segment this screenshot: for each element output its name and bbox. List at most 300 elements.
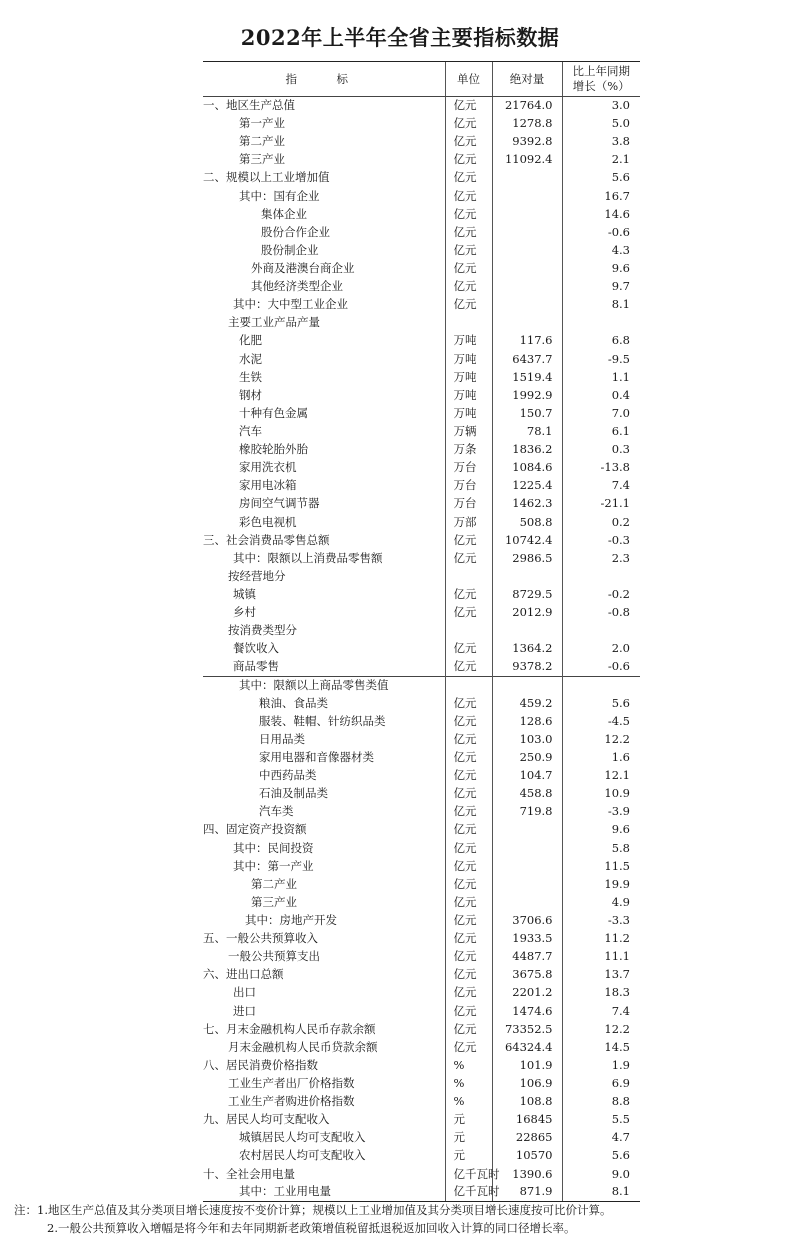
row-value	[492, 821, 562, 839]
row-indicator: 家用电冰箱	[239, 478, 297, 493]
row-yoy: 2.3	[562, 549, 640, 567]
row-unit: 亿元	[445, 241, 492, 259]
table-row	[203, 1183, 640, 1201]
row-unit: 万吨	[445, 368, 492, 386]
row-yoy: 0.4	[562, 386, 640, 404]
row-value: 1364.2	[492, 640, 562, 658]
row-indicator: 出口	[233, 985, 256, 1000]
row-indicator: 石油及制品类	[259, 786, 328, 801]
row-value: 106.9	[492, 1074, 562, 1092]
row-unit: 亿元	[445, 803, 492, 821]
row-value: 10570	[492, 1147, 562, 1165]
row-indicator: 其他经济类型企业	[251, 279, 343, 294]
row-yoy: -3.9	[562, 803, 640, 821]
table-row	[203, 893, 640, 911]
table-row	[203, 1074, 640, 1092]
row-unit: 亿元	[445, 1038, 492, 1056]
table-row	[203, 1093, 640, 1111]
row-indicator: 四、固定资产投资额	[203, 822, 307, 837]
row-unit	[445, 622, 492, 640]
row-yoy: 4.3	[562, 241, 640, 259]
table-row	[203, 857, 640, 875]
row-yoy	[562, 676, 640, 694]
row-indicator: 五、一般公共预算收入	[203, 931, 318, 946]
row-value	[492, 278, 562, 296]
row-yoy: 0.3	[562, 441, 640, 459]
row-indicator: 日用品类	[259, 731, 305, 746]
row-unit: 亿元	[445, 875, 492, 893]
row-yoy: -21.1	[562, 495, 640, 513]
table-row	[203, 966, 640, 984]
row-value	[492, 169, 562, 187]
row-value: 871.9	[492, 1183, 562, 1201]
row-indicator: 其中：第一产业	[233, 858, 314, 873]
table-row	[203, 694, 640, 712]
table-header-row	[203, 62, 640, 97]
row-unit: 亿元	[445, 857, 492, 875]
row-indicator: 汽车	[239, 424, 262, 439]
row-unit: 亿元	[445, 730, 492, 748]
row-value: 1836.2	[492, 441, 562, 459]
table-row	[203, 1002, 640, 1020]
table-row	[203, 422, 640, 440]
table-row	[203, 368, 640, 386]
row-yoy: 6.8	[562, 332, 640, 350]
row-unit: 万部	[445, 513, 492, 531]
row-yoy: 9.6	[562, 821, 640, 839]
row-value: 150.7	[492, 404, 562, 422]
row-yoy: 16.7	[562, 187, 640, 205]
row-indicator: 十、全社会用电量	[203, 1166, 295, 1181]
table-row	[203, 984, 640, 1002]
row-indicator: 集体企业	[261, 206, 307, 221]
row-yoy: 9.0	[562, 1165, 640, 1183]
row-unit: 亿元	[445, 223, 492, 241]
row-yoy: 12.2	[562, 730, 640, 748]
row-value: 2986.5	[492, 549, 562, 567]
row-yoy: 9.6	[562, 259, 640, 277]
row-indicator: 一、地区生产总值	[203, 98, 295, 113]
footnote-1: 注：1.地区生产总值及其分类项目增长速度按不变价计算；规模以上工业增加值及其分类项目增长速度按可比价计算。	[14, 1203, 612, 1217]
row-value: 73352.5	[492, 1020, 562, 1038]
table-row	[203, 875, 640, 893]
row-yoy: -0.3	[562, 531, 640, 549]
row-yoy: 11.2	[562, 930, 640, 948]
row-indicator: 城镇	[233, 587, 256, 601]
row-unit: 亿元	[445, 821, 492, 839]
row-indicator: 钢材	[239, 387, 262, 402]
row-yoy: 1.6	[562, 748, 640, 766]
table-row	[203, 785, 640, 803]
table-row	[203, 477, 640, 495]
row-value: 459.2	[492, 694, 562, 712]
row-unit: 万吨	[445, 404, 492, 422]
row-yoy: 11.1	[562, 948, 640, 966]
row-indicator: 六、进出口总额	[203, 967, 284, 982]
row-value	[492, 567, 562, 585]
row-unit: %	[445, 1074, 492, 1092]
row-unit: 元	[445, 1147, 492, 1165]
table-row	[203, 97, 640, 115]
table-body	[203, 97, 640, 1202]
row-unit: 亿元	[445, 278, 492, 296]
row-value	[492, 259, 562, 277]
row-yoy: 0.2	[562, 513, 640, 531]
row-unit: 元	[445, 1129, 492, 1147]
header-indicator: 指 标	[203, 62, 445, 97]
row-value	[492, 296, 562, 314]
row-value	[492, 676, 562, 694]
table-row	[203, 730, 640, 748]
row-unit: 亿元	[445, 694, 492, 712]
row-yoy: 5.6	[562, 694, 640, 712]
row-value: 1474.6	[492, 1002, 562, 1020]
row-value: 3706.6	[492, 911, 562, 929]
row-value	[492, 223, 562, 241]
row-value	[492, 241, 562, 259]
row-value: 8729.5	[492, 585, 562, 603]
row-indicator: 水泥	[239, 351, 262, 366]
row-unit: %	[445, 1093, 492, 1111]
row-yoy: 4.9	[562, 893, 640, 911]
row-yoy: 19.9	[562, 875, 640, 893]
row-value	[492, 622, 562, 640]
row-yoy: 7.4	[562, 477, 640, 495]
table-row	[203, 767, 640, 785]
row-value: 458.8	[492, 785, 562, 803]
row-indicator: 汽车类	[259, 804, 294, 819]
row-value: 1084.6	[492, 459, 562, 477]
table-row	[203, 350, 640, 368]
row-indicator: 橡胶轮胎外胎	[239, 442, 308, 457]
row-indicator: 乡村	[233, 605, 256, 620]
row-unit: 亿元	[445, 658, 492, 676]
row-indicator: 外商及港澳台商企业	[251, 261, 355, 276]
row-value: 64324.4	[492, 1038, 562, 1056]
row-unit: 亿元	[445, 151, 492, 169]
row-yoy: 9.7	[562, 278, 640, 296]
table-row	[203, 513, 640, 531]
row-value	[492, 205, 562, 223]
row-unit: 亿元	[445, 531, 492, 549]
row-yoy	[562, 567, 640, 585]
row-indicator: 九、居民人均可支配收入	[203, 1112, 330, 1127]
row-indicator: 十种有色金属	[239, 405, 308, 420]
row-unit: 亿元	[445, 839, 492, 857]
row-indicator: 一般公共预算支出	[228, 949, 320, 964]
row-yoy: 2.0	[562, 640, 640, 658]
row-indicator: 三、社会消费品零售总额	[203, 532, 330, 547]
table-row	[203, 169, 640, 187]
row-indicator: 餐饮收入	[233, 641, 279, 656]
row-unit: 亿元	[445, 930, 492, 948]
table-row	[203, 948, 640, 966]
row-unit: 亿元	[445, 712, 492, 730]
row-unit: 亿元	[445, 640, 492, 658]
row-indicator: 七、月末金融机构人民币存款余额	[203, 1021, 376, 1036]
table-row	[203, 133, 640, 151]
row-indicator: 房间空气调节器	[239, 496, 320, 511]
row-yoy: -0.8	[562, 604, 640, 622]
row-unit: 亿元	[445, 205, 492, 223]
indicator-table	[203, 61, 640, 1202]
row-yoy: -0.6	[562, 223, 640, 241]
row-value: 78.1	[492, 422, 562, 440]
row-yoy: 7.0	[562, 404, 640, 422]
row-value: 1390.6	[492, 1165, 562, 1183]
table-row	[203, 115, 640, 133]
row-unit: 亿千瓦时	[445, 1183, 492, 1201]
table-row	[203, 640, 640, 658]
row-indicator: 粮油、食品类	[259, 695, 328, 710]
row-indicator: 按消费类型分	[228, 623, 297, 638]
table-row	[203, 459, 640, 477]
row-value: 1933.5	[492, 930, 562, 948]
footnote-2: 2.一般公共预算收入增幅是将今年和去年同期新老政策增值税留抵退税返加回收入计算的同口径增长率。	[47, 1221, 576, 1235]
row-yoy: 10.9	[562, 785, 640, 803]
row-yoy: 2.1	[562, 151, 640, 169]
row-indicator: 第三产业	[239, 152, 285, 167]
row-yoy: 1.1	[562, 368, 640, 386]
row-value: 9378.2	[492, 658, 562, 676]
row-indicator: 八、居民消费价格指数	[203, 1057, 318, 1072]
row-unit: 亿元	[445, 948, 492, 966]
row-unit: 亿元	[445, 1002, 492, 1020]
table-row	[203, 930, 640, 948]
row-unit: 亿元	[445, 966, 492, 984]
table-row	[203, 622, 640, 640]
row-value: 16845	[492, 1111, 562, 1129]
row-yoy: 5.5	[562, 1111, 640, 1129]
row-value: 4487.7	[492, 948, 562, 966]
row-value: 1992.9	[492, 386, 562, 404]
row-indicator: 其中：工业用电量	[203, 1183, 445, 1201]
row-indicator: 家用电器和音像器材类	[259, 749, 374, 764]
row-yoy: 14.5	[562, 1038, 640, 1056]
row-indicator: 主要工业产品产量	[228, 315, 320, 330]
row-value: 1462.3	[492, 495, 562, 513]
row-unit: %	[445, 1056, 492, 1074]
header-unit: 单位	[445, 62, 492, 97]
row-unit: 亿元	[445, 911, 492, 929]
table-row	[203, 748, 640, 766]
row-value: 101.9	[492, 1056, 562, 1074]
table-row	[203, 531, 640, 549]
row-unit: 万吨	[445, 350, 492, 368]
row-value: 250.9	[492, 748, 562, 766]
row-value: 2201.2	[492, 984, 562, 1002]
row-yoy	[562, 622, 640, 640]
row-yoy: -0.6	[562, 658, 640, 676]
row-yoy: 18.3	[562, 984, 640, 1002]
row-value: 108.8	[492, 1093, 562, 1111]
row-yoy: 11.5	[562, 857, 640, 875]
row-value	[492, 839, 562, 857]
row-indicator: 商品零售	[233, 659, 279, 674]
header-yoy-line2: 增长（%）	[572, 79, 630, 93]
row-yoy: 5.0	[562, 115, 640, 133]
row-indicator: 彩色电视机	[239, 514, 297, 529]
row-value: 11092.4	[492, 151, 562, 169]
row-yoy: 1.9	[562, 1056, 640, 1074]
table-row	[203, 223, 640, 241]
row-unit: 亿元	[445, 748, 492, 766]
table-row	[203, 1111, 640, 1129]
row-indicator: 第二产业	[239, 134, 285, 149]
row-yoy: 5.8	[562, 839, 640, 857]
row-yoy: 4.7	[562, 1129, 640, 1147]
table-row	[203, 259, 640, 277]
table-row	[203, 278, 640, 296]
row-yoy: 5.6	[562, 1147, 640, 1165]
row-unit: 万台	[445, 459, 492, 477]
row-unit: 亿元	[445, 133, 492, 151]
row-unit: 亿元	[445, 585, 492, 603]
row-yoy: -9.5	[562, 350, 640, 368]
row-yoy: 8.1	[562, 296, 640, 314]
row-yoy: -13.8	[562, 459, 640, 477]
row-indicator: 其中：房地产开发	[245, 912, 337, 927]
table-row	[203, 314, 640, 332]
table-row	[203, 567, 640, 585]
row-yoy: 6.9	[562, 1074, 640, 1092]
row-unit: 亿元	[445, 169, 492, 187]
row-unit: 亿元	[445, 115, 492, 133]
row-yoy: 8.8	[562, 1093, 640, 1111]
row-unit: 万台	[445, 477, 492, 495]
row-value	[492, 314, 562, 332]
row-value: 1519.4	[492, 368, 562, 386]
row-yoy: 8.1	[562, 1183, 640, 1201]
row-yoy: -0.2	[562, 585, 640, 603]
row-unit: 亿千瓦时	[445, 1165, 492, 1183]
row-unit: 万吨	[445, 386, 492, 404]
row-unit: 亿元	[445, 549, 492, 567]
row-value: 104.7	[492, 767, 562, 785]
table-row	[203, 1038, 640, 1056]
row-value: 117.6	[492, 332, 562, 350]
row-value: 10742.4	[492, 531, 562, 549]
table-row	[203, 549, 640, 567]
row-yoy: -4.5	[562, 712, 640, 730]
row-yoy: 3.0	[562, 97, 640, 115]
row-unit: 元	[445, 1111, 492, 1129]
table-row	[203, 241, 640, 259]
row-value	[492, 187, 562, 205]
row-unit	[445, 567, 492, 585]
row-yoy: 14.6	[562, 205, 640, 223]
row-unit: 亿元	[445, 984, 492, 1002]
row-yoy: 3.8	[562, 133, 640, 151]
row-value: 719.8	[492, 803, 562, 821]
table-row	[203, 712, 640, 730]
row-indicator: 工业生产者购进价格指数	[228, 1094, 355, 1109]
row-indicator: 工业生产者出厂价格指数	[228, 1075, 355, 1090]
row-unit: 万台	[445, 495, 492, 513]
row-yoy: -3.3	[562, 911, 640, 929]
row-indicator: 其中：限额以上消费品零售额	[233, 550, 383, 565]
table-row	[203, 821, 640, 839]
row-yoy	[562, 314, 640, 332]
table-row	[203, 404, 640, 422]
table-row	[203, 1147, 640, 1165]
table-row	[203, 187, 640, 205]
table-row	[203, 205, 640, 223]
table-row	[203, 151, 640, 169]
table-row	[203, 1165, 640, 1183]
row-value: 3675.8	[492, 966, 562, 984]
page-title: 2022年上半年全省主要指标数据	[240, 25, 560, 50]
row-indicator: 化肥	[239, 333, 262, 348]
table-row	[203, 386, 640, 404]
row-indicator: 进口	[233, 1003, 256, 1018]
row-indicator: 其中：限额以上商品零售类值	[203, 676, 445, 694]
row-indicator: 月末金融机构人民币贷款余额	[228, 1039, 378, 1054]
row-indicator: 股份制企业	[261, 242, 319, 257]
table-row	[203, 296, 640, 314]
row-yoy: 6.1	[562, 422, 640, 440]
row-indicator: 按经营地分	[228, 568, 286, 583]
row-unit: 万辆	[445, 422, 492, 440]
row-yoy: 12.1	[562, 767, 640, 785]
row-indicator: 股份合作企业	[261, 224, 330, 239]
table-row	[203, 839, 640, 857]
row-unit: 万吨	[445, 332, 492, 350]
row-yoy: 13.7	[562, 966, 640, 984]
row-yoy: 5.6	[562, 169, 640, 187]
row-unit: 亿元	[445, 1020, 492, 1038]
row-unit: 亿元	[445, 604, 492, 622]
table-row	[203, 441, 640, 459]
row-indicator: 第二产业	[251, 876, 297, 891]
row-value: 2012.9	[492, 604, 562, 622]
table-row	[203, 495, 640, 513]
header-yoy-line1: 比上年同期	[572, 64, 630, 78]
row-value	[492, 875, 562, 893]
row-unit	[445, 314, 492, 332]
row-value: 1225.4	[492, 477, 562, 495]
row-indicator: 家用洗衣机	[239, 460, 297, 475]
row-indicator: 生铁	[239, 369, 262, 384]
header-yoy	[562, 62, 640, 97]
table-row	[203, 1020, 640, 1038]
row-unit: 亿元	[445, 893, 492, 911]
row-value: 128.6	[492, 712, 562, 730]
row-indicator: 其中：国有企业	[239, 188, 320, 203]
row-unit: 亿元	[445, 97, 492, 115]
row-indicator: 中西药品类	[259, 768, 317, 783]
row-value: 508.8	[492, 513, 562, 531]
table-row	[203, 585, 640, 603]
row-value	[492, 857, 562, 875]
row-indicator: 城镇居民人均可支配收入	[239, 1130, 366, 1145]
row-indicator: 服装、鞋帽、针纺织品类	[259, 713, 386, 728]
row-indicator: 二、规模以上工业增加值	[203, 170, 330, 185]
row-yoy: 12.2	[562, 1020, 640, 1038]
row-indicator: 第一产业	[239, 116, 285, 131]
row-unit	[445, 676, 492, 694]
row-value: 9392.8	[492, 133, 562, 151]
table-row	[203, 1129, 640, 1147]
table-row	[203, 1056, 640, 1074]
row-value: 1278.8	[492, 115, 562, 133]
row-value: 22865	[492, 1129, 562, 1147]
row-indicator: 其中：大中型工业企业	[233, 297, 348, 312]
row-value: 6437.7	[492, 350, 562, 368]
row-value: 103.0	[492, 730, 562, 748]
row-indicator: 其中：民间投资	[233, 840, 314, 855]
row-unit: 亿元	[445, 767, 492, 785]
